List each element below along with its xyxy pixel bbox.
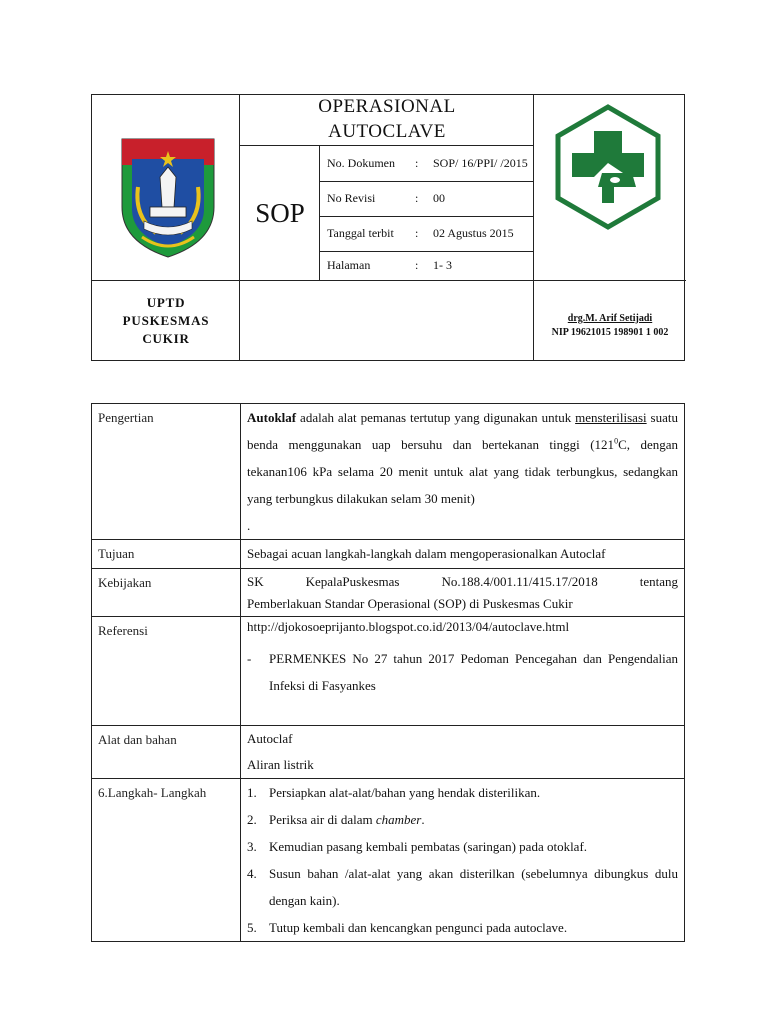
puskesmas-cross-icon <box>552 103 664 231</box>
step-item <box>247 833 678 860</box>
row-pengertian <box>92 404 685 540</box>
definition-text-c: C, dengan tekanan106 kPa selama 20 menit untuk alat yang tidak terbungkus, sedangkan yang terbungkus dilakukan selam 30 menit) <box>247 437 678 506</box>
step-number: 2. <box>247 812 257 827</box>
signer-name: drg.M. Arif Setijadi <box>567 313 653 324</box>
step-text <box>269 806 678 833</box>
row-langkah <box>92 779 685 942</box>
step-text-post: . <box>421 812 425 827</box>
definition-sup: 0 <box>614 436 619 446</box>
meta-key: Tanggal terbit <box>327 225 394 240</box>
meta-row-page <box>320 251 532 280</box>
meta-sep: : <box>415 225 419 240</box>
tool-item: Autoclaf <box>247 731 293 746</box>
meta-value: SOP/ 16/PPI/ /2015 <box>433 155 528 170</box>
meta-value: 00 <box>433 190 445 205</box>
org-line-3: CUKIR <box>142 331 190 346</box>
step-text: Kemudian pasang kembali pembatas (saringan) pada otoklaf. <box>269 839 588 854</box>
sop-header-table <box>91 94 685 361</box>
step-item <box>247 806 678 833</box>
reference-cell <box>241 617 685 726</box>
signer-nip: NIP 19621015 198901 1 002 <box>551 327 669 338</box>
tool-item: Aliran listrik <box>247 757 314 772</box>
meta-key: No Revisi <box>327 190 376 205</box>
definition-cell <box>241 404 685 540</box>
steps-cell <box>241 779 685 942</box>
policy-cell <box>241 569 685 617</box>
org-line-1: UPTD <box>146 295 186 310</box>
meta-sep: : <box>415 258 419 272</box>
reference-item <box>247 645 678 699</box>
bullet: - <box>247 651 252 666</box>
step-number: 4. <box>247 866 257 881</box>
meta-row-revision <box>320 181 532 215</box>
row-kebijakan <box>92 569 685 617</box>
title-line-2: AUTOCLAVE <box>328 121 446 142</box>
step-text-pre: Periksa air di dalam <box>269 812 376 827</box>
step-text-em: chamber <box>375 812 422 827</box>
row-label: Tujuan <box>92 540 241 569</box>
regency-coat-of-arms-logo <box>120 137 216 259</box>
org-line-2: PUSKESMAS <box>122 313 210 328</box>
sop-content-table <box>91 403 685 942</box>
step-item <box>247 914 678 941</box>
step-text: Persiapkan alat-alat/bahan yang hendak disterilikan. <box>269 785 541 800</box>
step-number: 3. <box>247 839 257 854</box>
tools-cell <box>241 726 685 779</box>
meta-value: 02 Agustus 2015 <box>433 225 514 240</box>
meta-key: No. Dokumen <box>327 155 395 170</box>
step-number: 5. <box>247 920 257 935</box>
reference-text: PERMENKES No 27 tahun 2017 Pedoman Pencegahan dan Pengendalian Infeksi di Fasyankes <box>269 651 678 693</box>
step-text: Susun bahan /alat-alat yang akan disterilkan (sebelumnya dibungkus dulu dengan kain). <box>269 866 678 908</box>
puskesmas-logo <box>552 103 664 231</box>
organization-name <box>92 281 240 361</box>
purpose-text: Sebagai acuan langkah-langkah dalam mengoperasionalkan Autoclaf <box>241 540 685 569</box>
meta-sep: : <box>415 155 419 170</box>
row-alat-bahan <box>92 726 685 779</box>
signer-block <box>534 281 686 361</box>
row-label: Pengertian <box>92 404 241 540</box>
meta-row-issue-date <box>320 216 532 250</box>
sop-label: SOP <box>255 197 305 228</box>
title-line-1: OPERASIONAL <box>318 96 456 117</box>
definition-term: Autoklaf <box>247 410 297 425</box>
row-label: Kebijakan <box>92 569 241 617</box>
row-label: 6.Langkah- Langkah <box>92 779 241 942</box>
step-number: 1. <box>247 785 257 800</box>
document-title <box>240 95 534 145</box>
coat-of-arms-icon <box>120 137 216 259</box>
definition-trail: . <box>247 518 251 533</box>
policy-line-2: Pemberlakuan Standar Operasional (SOP) di Puskesmas Cukir <box>247 596 573 611</box>
step-item <box>247 860 678 914</box>
row-label: Referensi <box>92 617 241 726</box>
row-referensi <box>92 617 685 726</box>
step-item <box>247 779 678 806</box>
policy-line-1: SK KepalaPuskesmas No.188.4/001.11/415.17/2018 tentang <box>247 574 678 589</box>
row-tujuan <box>92 540 685 569</box>
meta-sep: : <box>415 190 419 205</box>
row-label: Alat dan bahan <box>92 726 241 779</box>
reference-url: http://djokosoeprijanto.blogspot.co.id/2013/04/autoclave.html <box>247 619 570 634</box>
meta-key: Halaman <box>327 258 371 272</box>
meta-row-document-number <box>320 146 532 180</box>
definition-text-b: suatu benda menggunakan uap bersuhu dan bertekanan tinggi (121 <box>247 410 678 452</box>
step-text: Tutup kembali dan kencangkan pengunci pada autoclave. <box>269 920 568 935</box>
meta-value: 1- 3 <box>433 258 452 272</box>
definition-link-word: mensterilisasi <box>575 410 647 425</box>
definition-text-a: adalah alat pemanas tertutup yang digunakan untuk <box>296 410 576 425</box>
